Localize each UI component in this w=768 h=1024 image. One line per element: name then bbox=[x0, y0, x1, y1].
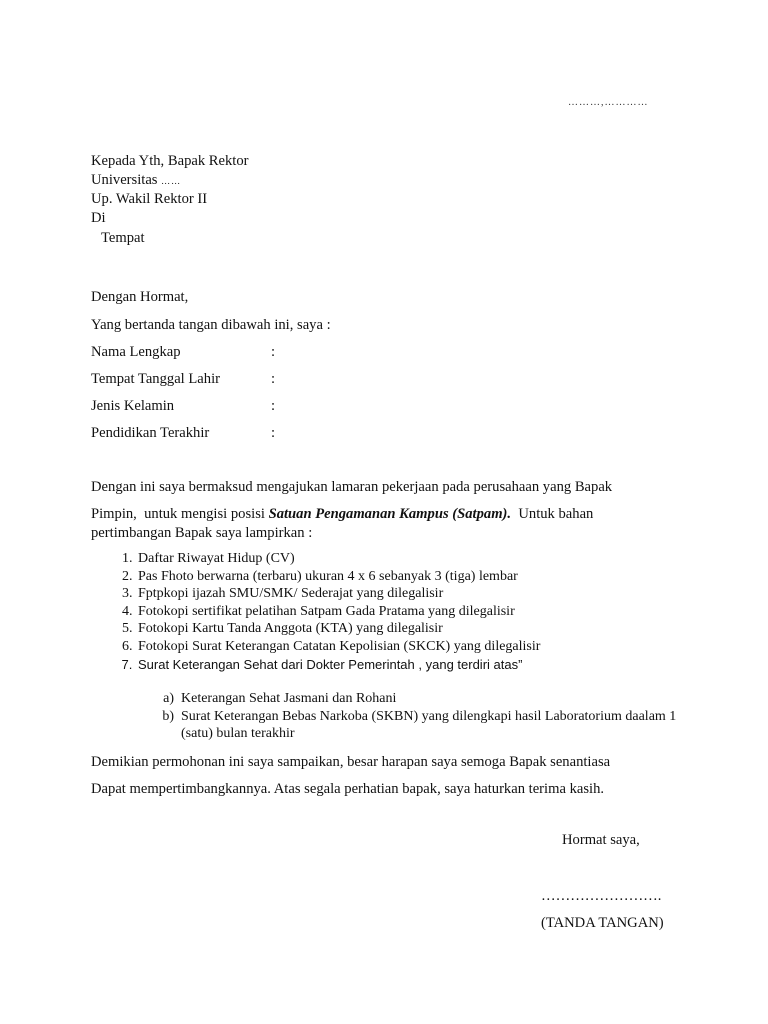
attachment-list bbox=[91, 550, 696, 673]
attachment-item: 6. Fotokopi Surat Keterangan Catatan Kepolisian (SKCK) yang dilegalisir bbox=[136, 638, 696, 656]
attachment-item: 4. Fotokopi sertifikat pelatihan Satpam Gada Pratama yang dilegalisir bbox=[136, 603, 696, 621]
sub-item: b. Surat Keterangan Bebas Narkoba (SKBN) yang dilengkapi hasil Laboratorium daalam 1 (satu) bulan terakhir bbox=[181, 708, 681, 743]
closing-line-2: Dapat mempertimbangkannya. Atas segala perhatian bapak, saya haturkan terima kasih. bbox=[91, 781, 605, 797]
health-sub-list bbox=[136, 690, 681, 743]
attachment-item: 5. Fotokopi Kartu Tanda Anggota (KTA) yang dilegalisir bbox=[136, 620, 696, 638]
body-line-2-start: Pimpin, untuk mengisi posisi bbox=[91, 506, 269, 522]
recipient-university: Universitas bbox=[91, 172, 158, 188]
attachment-item: 3. Fptpkopi ijazah SMU/SMK/ Sederajat yang dilegalisir bbox=[136, 585, 696, 603]
position-title: Satuan Pengamanan Kampus (Satpam). bbox=[268, 506, 512, 522]
field-label-birth: Tempat Tanggal Lahir bbox=[91, 371, 220, 387]
intro: Yang bertanda tangan dibawah ini, saya : bbox=[91, 317, 331, 333]
field-label-name: Nama Lengkap bbox=[91, 344, 181, 360]
recipient-university-dots: …… bbox=[161, 176, 182, 186]
field-colon-gender: : bbox=[271, 398, 276, 414]
signature-name: (TANDA TANGAN) bbox=[541, 915, 664, 931]
body-line-3: pertimbangan Bapak saya lampirkan : bbox=[91, 525, 313, 541]
field-colon-name: : bbox=[271, 344, 276, 360]
body-line-2-end: Untuk bahan bbox=[511, 506, 594, 522]
attachment-item: 2. Pas Fhoto berwarna (terbaru) ukuran 4 x 6 sebanyak 3 (tiga) lembar bbox=[136, 568, 696, 586]
body-line-2 bbox=[91, 505, 593, 523]
recipient-line-1: Kepada Yth, Bapak Rektor bbox=[91, 153, 249, 169]
body-line-1: Dengan ini saya bermaksud mengajukan lamaran pekerjaan pada perusahaan yang Bapak bbox=[91, 479, 613, 495]
attachment-item: 7. Surat Keterangan Sehat dari Dokter Pemerintah , yang terdiri atas” bbox=[136, 656, 696, 674]
field-colon-education: : bbox=[271, 425, 276, 441]
attachment-item: 1. Daftar Riwayat Hidup (CV) bbox=[136, 550, 696, 568]
signature-line: ……………………. bbox=[541, 888, 662, 904]
field-label-education: Pendidikan Terakhir bbox=[91, 425, 210, 441]
recipient-line-4: Di bbox=[91, 210, 106, 226]
recipient-line-3: Up. Wakil Rektor II bbox=[91, 191, 208, 207]
sub-item: a. Keterangan Sehat Jasmani dan Rohani bbox=[181, 690, 681, 708]
regards: Hormat saya, bbox=[562, 832, 640, 848]
recipient-line-5: Tempat bbox=[101, 230, 145, 246]
greeting: Dengan Hormat, bbox=[91, 289, 189, 305]
field-label-gender: Jenis Kelamin bbox=[91, 398, 175, 414]
field-colon-birth: : bbox=[271, 371, 276, 387]
place-date: ………,………… bbox=[568, 97, 649, 108]
closing-line-1: Demikian permohonan ini saya sampaikan, besar harapan saya semoga Bapak senantiasa bbox=[91, 754, 611, 770]
recipient-line-2 bbox=[91, 171, 181, 190]
